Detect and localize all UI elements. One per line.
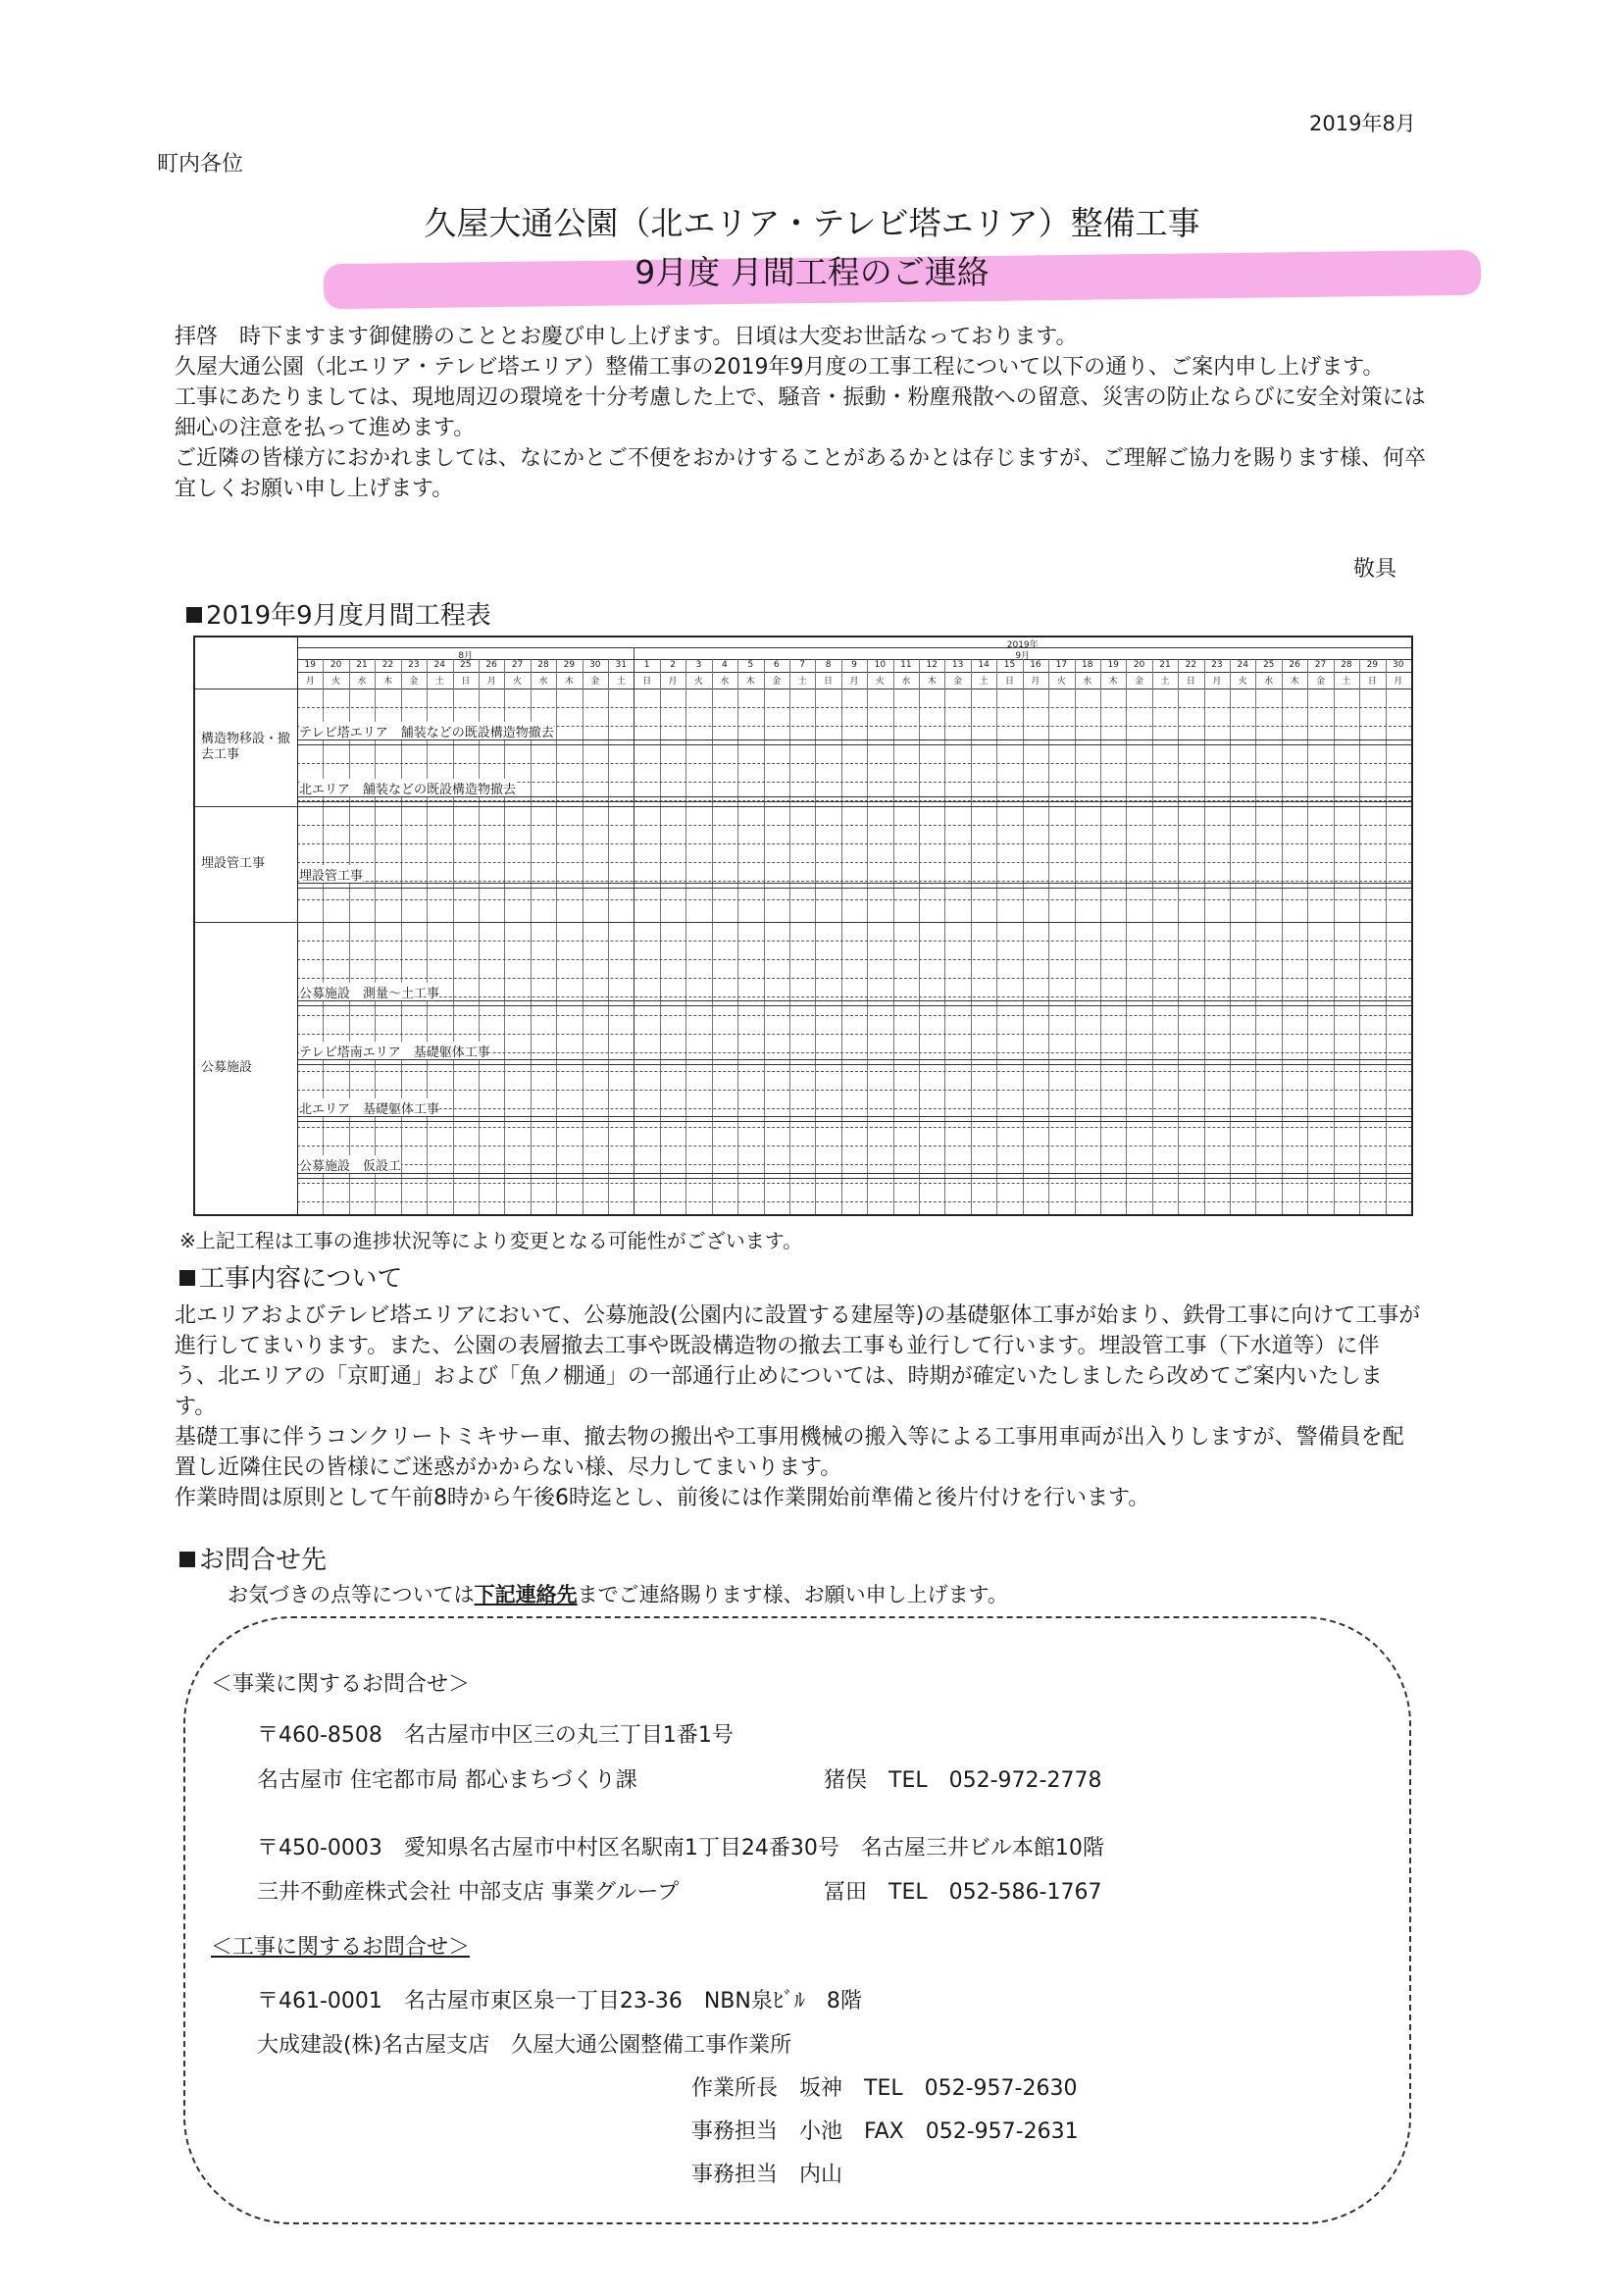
intro-text [175,322,1430,504]
grid-dashed-line [297,1164,1411,1165]
day-number: 25 [459,660,472,670]
weekday: 月 [1031,677,1040,687]
weekday: 日 [642,677,652,687]
day-number: 24 [433,660,445,670]
weekday: 火 [331,677,341,687]
day-number: 19 [304,660,316,670]
grid-dashed-line [297,825,1411,826]
day-number: 23 [1211,660,1223,670]
grid-dashed-line [297,899,1411,900]
task-label: 公募施設 測量～土工事 [299,983,439,1001]
document-date: 2019年8月 [1309,112,1416,135]
page-title: 久屋大通公園（北エリア・テレビ塔エリア）整備工事 [424,204,1200,242]
closing-word: 敬具 [1353,557,1397,582]
grid-dashed-line [297,1146,1411,1147]
contact-lead-emphasis: 下記連絡先 [474,1583,578,1606]
org-taisei: 大成建設(株)名古屋支店 久屋大通公園整備工事作業所 [257,2033,792,2058]
grid-dashed-line [297,996,1411,997]
task-bar-line [297,883,1411,889]
weekday: 金 [1135,677,1144,687]
day-number: 11 [900,660,912,670]
grid-dashed-line [297,1201,1411,1202]
day-number: 28 [1341,660,1352,670]
day-number: 4 [722,660,728,670]
weekday: 木 [382,677,392,687]
weekday: 金 [772,677,782,687]
weekday: 月 [668,677,678,687]
weekday: 日 [1004,677,1014,687]
weekday: 金 [409,677,419,687]
header-divider [297,672,1411,673]
grid-dashed-line [297,1034,1411,1035]
grid-dashed-line [297,881,1411,882]
weekday: 火 [1056,677,1066,687]
contact-lead-text: お気づきの点等については [228,1583,475,1606]
grid-dashed-line [297,1015,1411,1016]
weekday: 木 [745,677,755,687]
day-number: 18 [1082,660,1093,670]
day-number: 27 [511,660,524,670]
work-paragraph: 作業時間は原則として午前8時から午後6時迄とし、前後には作業開始前準備と後片付けを行います。 [175,1486,1150,1510]
day-number: 26 [485,660,497,670]
day-number: 26 [1289,660,1300,670]
task-bar-line [297,739,1411,745]
org-city: 名古屋市 住宅都市局 都心まちづくり課 [257,1768,637,1793]
day-number: 9 [851,660,857,670]
day-number: 20 [330,660,342,670]
schedule-group-label: 埋設管工事 [201,856,266,871]
grid-dashed-line [297,978,1411,979]
contact-title-text: お問合せ先 [199,1546,328,1575]
grid-dashed-line [297,843,1411,844]
weekday: 水 [1083,677,1092,687]
day-number: 20 [1133,660,1145,670]
day-number: 6 [773,660,780,670]
weekday: 月 [1212,677,1222,687]
day-number: 13 [951,660,964,670]
day-number: 8 [825,660,832,670]
grid-dashed-line [297,1183,1411,1184]
task-bar-line [297,1116,1411,1122]
contact-person-taisei: 事務担当 小池 FAX 052-957-2631 [691,2119,1079,2144]
day-number: 29 [563,660,576,670]
square-bullet-icon [179,1270,195,1286]
weekday: 火 [875,677,885,687]
group-divider [195,806,1411,807]
task-bar-line [297,1000,1411,1006]
work-paragraph: 基礎工事に伴うコンクリートミキサー車、撤去物の搬出や工事用機械の搬入等による工事用車両が出入りしますが、警備員を配置し近隣住民の皆様にご迷惑がかからない様、尽力してまいります。 [175,1425,1404,1480]
month-label-aug: 8月 [458,651,474,661]
contact-person-taisei: 事務担当 内山 [691,2163,843,2187]
task-label: 公募施設 仮設工 [299,1155,401,1174]
grid-dashed-line [297,1127,1411,1128]
work-text [175,1300,1422,1513]
weekday: 月 [849,677,859,687]
task-label: テレビ塔エリア 舗装などの既設構造物撤去 [299,722,554,740]
day-number: 12 [926,660,938,670]
day-number: 30 [589,660,601,670]
header-bottom-line [195,688,1411,689]
day-number: 24 [1237,660,1248,670]
day-number: 21 [356,660,368,670]
weekday: 金 [1316,677,1326,687]
task-label: 北エリア 舗装などの既設構造物撤去 [299,779,516,797]
weekday: 金 [590,677,600,687]
intro-paragraph: ご近隣の皆様方におかれましては、なにかとご不便をおかけすることがあるかとは存じますが、ご理解ご協力を賜ります様、何卒宜しくお願い申し上げます。 [175,446,1427,501]
schedule-group-label: 構造物移設・撤去工事 [201,732,291,762]
day-number: 25 [1262,660,1275,670]
weekday: 木 [927,677,937,687]
weekday: 月 [1394,677,1403,687]
contact-person-taisei: 作業所長 坂神 TEL 052-957-2630 [691,2076,1078,2101]
day-number: 22 [1185,660,1197,670]
weekday: 月 [305,677,315,687]
grid-dashed-line [297,763,1411,764]
weekday: 金 [953,677,963,687]
work-title-text: 工事内容について [199,1264,403,1294]
weekday: 火 [1238,677,1247,687]
weekday: 火 [513,677,523,687]
grid-dashed-line [297,862,1411,863]
grid-dashed-line [297,1108,1411,1109]
weekday: 水 [1264,677,1274,687]
contact-lead-text: までご連絡賜ります様、お願い申し上げます。 [577,1583,1008,1606]
day-number: 28 [537,660,549,670]
grid-dashed-line [297,959,1411,960]
task-label: 北エリア 基礎躯体工事 [299,1098,439,1117]
day-number: 3 [695,660,702,670]
day-number: 21 [1159,660,1171,670]
day-number: 1 [643,660,650,670]
grid-dashed-line [297,1071,1411,1072]
weekday: 木 [1108,677,1118,687]
square-bullet-icon [186,607,202,623]
org-mitsui: 三井不動産株式会社 中部支店 事業グループ [257,1880,680,1905]
weekday: 日 [461,677,471,687]
recipient: 町内各位 [157,152,244,177]
weekday: 土 [1160,677,1170,687]
day-number: 16 [1030,660,1041,670]
intro-paragraph: 工事にあたりましては、現地周辺の環境を十分考慮した上で、騒音・振動・粉塵飛散への留意、災害の防止ならびに安全対策には細心の注意を払って進めます。 [175,385,1426,440]
weekday: 土 [979,677,989,687]
task-label: 埋設管工事 [299,865,363,884]
intro-paragraph: 久屋大通公園（北エリア・テレビ塔エリア）整備工事の2019年9月度の工事工程について以下の通り、ご案内申し上げます。 [175,355,1385,380]
day-number: 29 [1366,660,1379,670]
schedule-section-title [186,595,491,632]
day-number: 5 [747,660,754,670]
schedule-title-text: 2019年9月度月間工程表 [206,601,491,631]
month-label-sep: 9月 [1015,651,1031,661]
task-label: テレビ塔南エリア 基礎躯体工事 [299,1042,490,1060]
weekday: 土 [616,677,626,687]
schedule-note: ※上記工程は工事の進捗状況等により変更となる可能性がございます。 [179,1229,803,1252]
task-bar-line [297,1173,1411,1179]
year-label: 2019年 [1006,640,1039,650]
intro-paragraph: 拝啓 時下ますます御健勝のこととお慶び申し上げます。日頃は大変お世話なっております。 [175,325,1078,349]
label-column-divider [297,637,298,1214]
address-mitsui: 〒450-0003 愛知県名古屋市中村区名駅南1丁目24番30号 名古屋三井ビル本館10階 [257,1836,1104,1861]
day-number: 23 [408,660,420,670]
day-number: 27 [1314,660,1327,670]
schedule-table [193,636,1413,1216]
grid-dashed-line [297,707,1411,708]
grid-dashed-line [297,1090,1411,1091]
weekday: 土 [1342,677,1351,687]
square-bullet-icon [179,1552,195,1567]
work-section-title [179,1258,402,1295]
day-number: 30 [1393,660,1404,670]
weekday: 日 [1186,677,1195,687]
contact-person-city: 猪俣 TEL 052-972-2778 [824,1768,1102,1793]
weekday: 月 [486,677,496,687]
task-bar-line [297,1059,1411,1065]
day-number: 14 [978,660,990,670]
day-number: 31 [615,660,627,670]
address-taisei: 〒461-0001 名古屋市東区泉一丁目23-36 NBN泉ﾋﾞﾙ 8階 [257,1989,862,2014]
business-inquiry-heading: ＜事業に関するお問合せ＞ [211,1672,471,1697]
work-paragraph: 北エリアおよびテレビ塔エリアにおいて、公募施設(公園内に設置する建屋等)の基礎躯体工事が始まり、鉄骨工事に向けて工事が進行してまいります。また、公園の表層撤去工事や既設構造物の撤去工事も並行して行います。埋設管工事（下水道等）に伴う、北エリアの「京町通」および「魚ノ棚通」の一部通行止めについては、時期が確定いたしましたら改めてご案内いたします。 [175,1303,1421,1419]
day-number: 17 [1055,660,1068,670]
contact-section-title [179,1540,327,1576]
day-number: 22 [381,660,394,670]
schedule-group-label: 公募施設 [201,1060,253,1075]
weekday: 土 [434,677,444,687]
day-number: 19 [1107,660,1119,670]
construction-inquiry-heading: ＜工事に関するお問合せ＞ [211,1935,471,1960]
task-bar-line [297,796,1411,802]
contact-person-mitsui: 冨田 TEL 052-586-1767 [824,1880,1102,1905]
grid-dashed-line [297,941,1411,942]
weekday: 水 [538,677,548,687]
weekday: 土 [797,677,807,687]
weekday: 火 [693,677,703,687]
weekday: 水 [720,677,730,687]
weekday: 日 [1367,677,1377,687]
weekday: 木 [564,677,574,687]
day-number: 7 [799,660,806,670]
weekday: 日 [824,677,834,687]
weekday: 木 [1290,677,1299,687]
address-city: 〒460-8508 名古屋市中区三の丸三丁目1番1号 [257,1723,734,1748]
weekday: 水 [901,677,911,687]
page-subtitle: 9月度 月間工程のご連絡 [634,253,990,291]
weekday: 水 [357,677,367,687]
day-number: 10 [874,660,887,670]
day-number: 15 [1003,660,1016,670]
contact-lead [228,1579,1008,1608]
group-divider [195,922,1411,923]
day-number: 2 [670,660,676,670]
